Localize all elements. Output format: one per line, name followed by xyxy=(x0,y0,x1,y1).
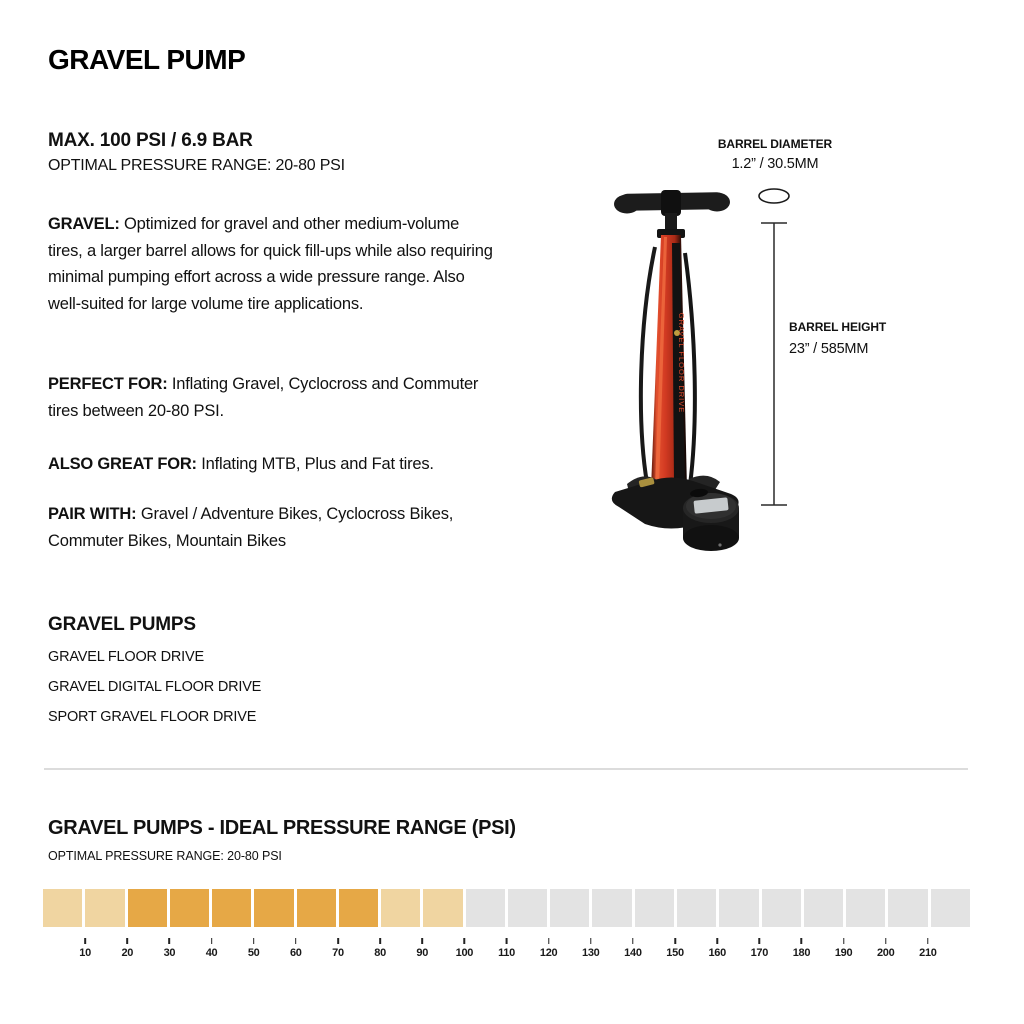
axis-tick-180: 180 xyxy=(793,938,810,959)
pressure-segment-150-160 xyxy=(677,889,716,927)
barrel-diameter-value: 1.2” / 30.5MM xyxy=(731,156,819,172)
paragraph-lead: GRAVEL: xyxy=(48,215,120,233)
barrel-height-label: BARREL HEIGHT xyxy=(789,320,887,334)
axis-tick-100: 100 xyxy=(456,938,473,959)
axis-tick-120: 120 xyxy=(540,938,557,959)
axis-tick-160: 160 xyxy=(708,938,725,959)
barrel-diameter-label: BARREL DIAMETER xyxy=(717,137,833,151)
barrel-height-value: 23” / 585MM xyxy=(789,341,869,357)
pressure-segment-70-80 xyxy=(339,889,378,927)
paragraph-lead: PERFECT FOR: xyxy=(48,375,168,393)
list-item-gravel-digital-floor-drive: GRAVEL DIGITAL FLOOR DRIVE xyxy=(48,679,262,695)
paragraph-lead: ALSO GREAT FOR: xyxy=(48,455,197,473)
pump-product-image xyxy=(593,183,745,555)
paragraph-text: Inflating Gravel, Cyclocross and Commuter tires between 20-80 PSI. xyxy=(48,375,479,420)
pressure-segment-160-170 xyxy=(719,889,758,927)
paragraph-lead: PAIR WITH: xyxy=(48,505,137,523)
pressure-chart-heading: GRAVEL PUMPS - IDEAL PRESSURE RANGE (PSI) xyxy=(48,817,516,839)
dimension-callouts xyxy=(744,182,808,522)
gravel-description-paragraph xyxy=(48,211,496,317)
pressure-segment-120-130 xyxy=(550,889,589,927)
optimal-range-subheading: OPTIMAL PRESSURE RANGE: 20-80 PSI xyxy=(48,157,345,174)
axis-tick-140: 140 xyxy=(624,938,641,959)
perfect-for-paragraph xyxy=(48,371,496,424)
paragraph-text: Optimized for gravel and other medium-volume tires, a larger barrel allows for quick fill-ups while also requiring minimal pumping effort across a wide pressure range. Also well-suited for large volume tire applications. xyxy=(48,215,493,313)
pressure-segment-30-40 xyxy=(170,889,209,927)
axis-tick-80: 80 xyxy=(374,938,386,959)
axis-tick-110: 110 xyxy=(498,938,515,959)
axis-tick-10: 10 xyxy=(79,938,91,959)
axis-tick-200: 200 xyxy=(877,938,894,959)
paragraph-text: Gravel / Adventure Bikes, Cyclocross Bikes, Commuter Bikes, Mountain Bikes xyxy=(48,505,454,550)
list-item-gravel-floor-drive: GRAVEL FLOOR DRIVE xyxy=(48,649,204,665)
axis-tick-170: 170 xyxy=(751,938,768,959)
pump-family-heading: GRAVEL PUMPS xyxy=(48,614,196,635)
pressure-segment-20-30 xyxy=(128,889,167,927)
pressure-segment-80-90 xyxy=(381,889,420,927)
axis-tick-70: 70 xyxy=(332,938,344,959)
pressure-segment-10-20 xyxy=(85,889,124,927)
barrel-diameter-ellipse xyxy=(759,189,789,203)
axis-tick-20: 20 xyxy=(121,938,133,959)
axis-tick-90: 90 xyxy=(416,938,428,959)
page-title: GRAVEL PUMP xyxy=(48,44,246,75)
axis-tick-150: 150 xyxy=(666,938,683,959)
pump-handle xyxy=(614,190,730,216)
pressure-segment-110-120 xyxy=(508,889,547,927)
pressure-segment-100-110 xyxy=(466,889,505,927)
pressure-chart-subheading: OPTIMAL PRESSURE RANGE: 20-80 PSI xyxy=(48,849,282,863)
axis-tick-210: 210 xyxy=(919,938,936,959)
pressure-segment-90-100 xyxy=(423,889,462,927)
barrel-graphic-label: GRAVEL FLOOR DRIVE xyxy=(677,312,686,414)
pressure-segment-210-220 xyxy=(931,889,970,927)
pump-digital-gauge xyxy=(683,488,739,551)
pressure-segment-40-50 xyxy=(212,889,251,927)
axis-tick-40: 40 xyxy=(206,938,218,959)
pair-with-paragraph xyxy=(48,501,496,554)
pressure-segment-140-150 xyxy=(635,889,674,927)
paragraph-text: Inflating MTB, Plus and Fat tires. xyxy=(196,455,434,473)
pressure-segment-50-60 xyxy=(254,889,293,927)
pump-barrel xyxy=(651,235,687,489)
pressure-segment-170-180 xyxy=(762,889,801,927)
pressure-segment-180-190 xyxy=(804,889,843,927)
pressure-segment-200-210 xyxy=(888,889,927,927)
pressure-axis xyxy=(43,938,970,968)
pressure-segment-130-140 xyxy=(592,889,631,927)
pressure-strip xyxy=(43,889,970,927)
axis-tick-190: 190 xyxy=(835,938,852,959)
axis-tick-30: 30 xyxy=(164,938,176,959)
section-divider xyxy=(44,768,968,770)
axis-tick-60: 60 xyxy=(290,938,302,959)
max-pressure-heading: MAX. 100 PSI / 6.9 BAR xyxy=(48,130,253,151)
axis-tick-50: 50 xyxy=(248,938,260,959)
list-item-sport-gravel-floor-drive: SPORT GRAVEL FLOOR DRIVE xyxy=(48,709,257,725)
also-great-for-paragraph xyxy=(48,451,496,478)
pressure-segment-190-200 xyxy=(846,889,885,927)
pressure-segment-60-70 xyxy=(297,889,336,927)
barrel-height-measure-line xyxy=(761,223,787,505)
pressure-segment-0-10 xyxy=(43,889,82,927)
axis-tick-130: 130 xyxy=(582,938,599,959)
